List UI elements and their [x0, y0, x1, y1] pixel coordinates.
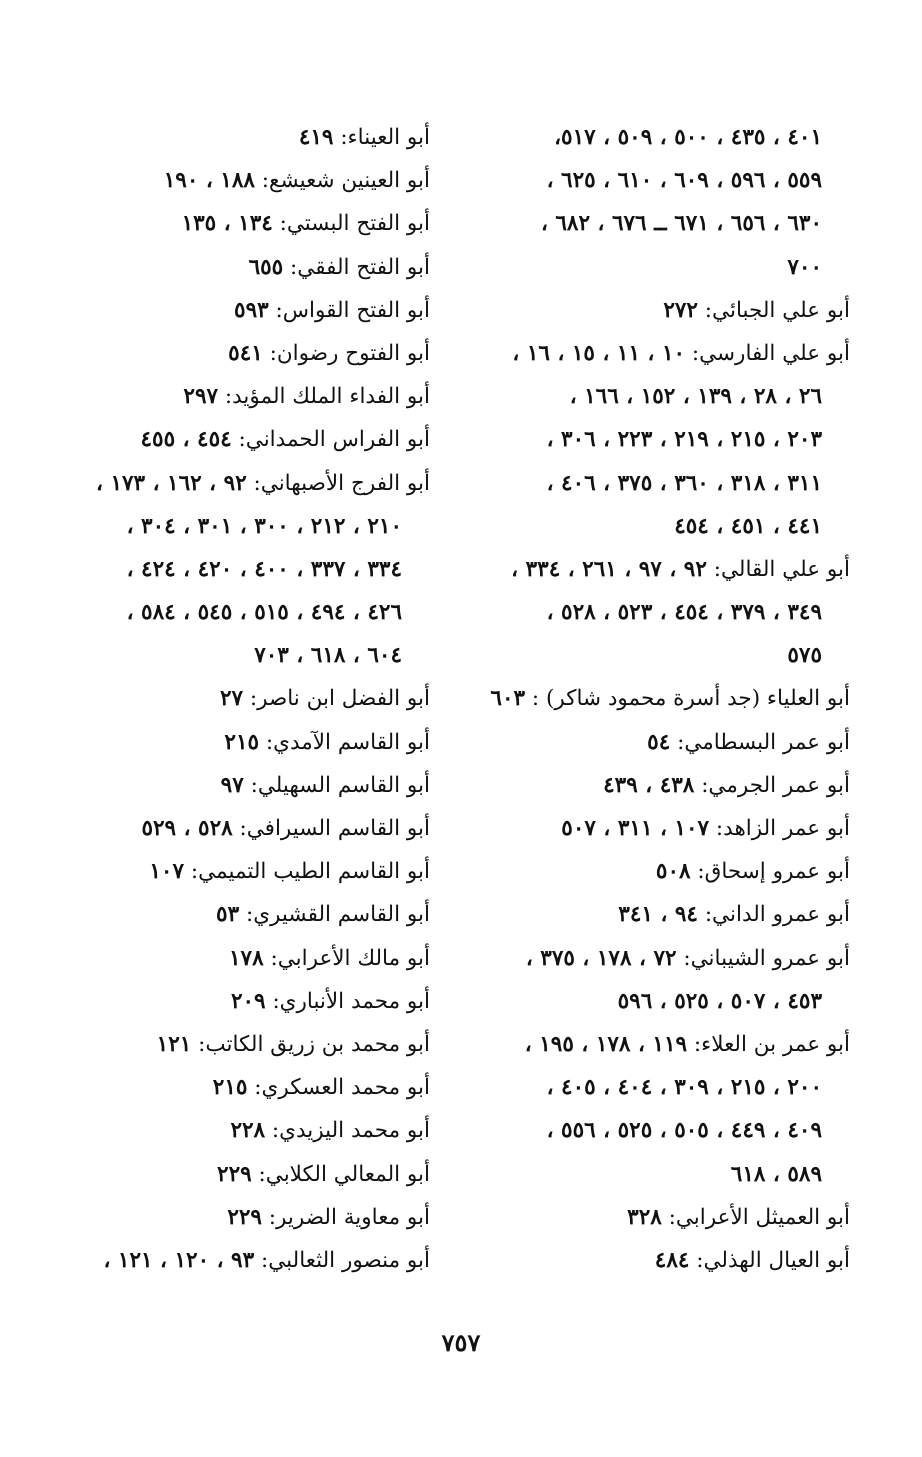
entry-name: أبو العينين شعيشع: — [254, 168, 430, 194]
index-entry — [58, 462, 430, 505]
index-entry — [58, 1109, 430, 1152]
entry-page-numbers: ٦٥٥ — [248, 254, 284, 280]
entry-page-numbers: ٤٣٨ ، ٤٣٩ — [603, 772, 695, 798]
entry-page-numbers: ٣٣٤ ، ٣٣٧ ، ٤٠٠ ، ٤٢٠ ، ٤٢٤ ، — [126, 556, 402, 582]
entry-name: أبو محمد العسكري: — [247, 1075, 430, 1101]
index-column-left — [58, 116, 430, 1282]
entry-name: أبو علي الفارسي: — [685, 340, 850, 366]
entry-page-numbers: ٩٢ ، ٩٧ ، ٢٦١ ، ٣٣٤ ، — [511, 556, 707, 582]
entry-page-numbers: ٥٥٩ ، ٥٩٦ ، ٦٠٩ ، ٦١٠ ، ٦٢٥ ، — [546, 168, 822, 194]
index-entry — [58, 1196, 430, 1239]
index-entry — [480, 1023, 850, 1066]
entry-name: أبو الفتح القواس: — [268, 297, 430, 323]
entry-page-numbers: ٣٤٩ ، ٣٧٩ ، ٤٥٤ ، ٥٢٣ ، ٥٢٨ ، — [546, 600, 822, 626]
entry-page-numbers: ٤٠١ ، ٤٣٥ ، ٥٠٠ ، ٥٠٩ ، ٥١٧، — [554, 125, 822, 150]
index-entry — [58, 980, 430, 1023]
index-entry-continuation — [58, 548, 430, 591]
index-entry-continuation — [480, 202, 850, 245]
entry-page-numbers: ٦٠٤ ، ٦١٨ ، ٧٠٣ — [254, 643, 402, 669]
index-entry — [480, 807, 850, 850]
index-entry — [480, 677, 850, 720]
entry-page-numbers: ٢٢٨ — [230, 1118, 266, 1144]
index-entry — [480, 289, 850, 332]
index-entry-continuation — [480, 980, 850, 1023]
index-entry — [480, 721, 850, 764]
index-entry-continuation — [480, 634, 850, 677]
entry-page-numbers: ٢٩٧ — [183, 384, 219, 410]
index-entry — [58, 677, 430, 720]
index-entry-continuation — [480, 505, 850, 548]
entry-name: أبو العيناء: — [333, 125, 430, 150]
entry-page-numbers: ٤٠٩ ، ٤٤٩ ، ٥٠٥ ، ٥٢٥ ، ٥٥٦ ، — [546, 1118, 822, 1144]
entry-page-numbers: ٤٥٤ ، ٤٥٥ — [140, 427, 232, 453]
entry-name: أبو المعالي الكلابي: — [251, 1161, 430, 1187]
entry-name: أبو محمد اليزيدي: — [265, 1118, 430, 1144]
entry-page-numbers: ٤٥٣ ، ٥٠٧ ، ٥٢٥ ، ٥٩٦ — [617, 988, 822, 1014]
entry-name: أبو عمر الزاهد: — [709, 816, 850, 841]
index-entry-continuation — [480, 116, 850, 159]
entry-name: أبو العيال الهذلي: — [689, 1247, 850, 1273]
entry-page-numbers: ٢٢٩ — [217, 1161, 252, 1187]
entry-page-numbers: ٢٢٩ — [227, 1204, 262, 1230]
index-entry-continuation — [480, 591, 850, 634]
entry-name: أبو القاسم السيرافي: — [232, 816, 430, 841]
entry-page-numbers: ٦٣٠ ، ٦٥٦ ، ٦٧١ ــ ٦٧٦ ، ٦٨٢ ، — [540, 211, 822, 237]
entry-page-numbers: ١٠٧ — [149, 859, 185, 885]
entry-page-numbers: ٢٧٢ — [663, 297, 698, 323]
index-entry — [58, 116, 430, 159]
entry-page-numbers: ٢١٥ — [212, 1075, 248, 1101]
index-entry — [58, 850, 430, 893]
index-entry — [58, 246, 430, 289]
entry-page-numbers: ٤٤١ ، ٤٥١ ، ٤٥٤ — [674, 513, 822, 539]
index-column-right — [480, 116, 850, 1282]
entry-page-numbers: ١٢١ — [156, 1031, 192, 1057]
entry-name: أبو عمرو الداني: — [697, 902, 850, 928]
entry-page-numbers: ٧٠٠ — [787, 254, 822, 280]
entry-page-numbers: ٥٢٨ ، ٥٢٩ — [141, 816, 233, 841]
entry-name: أبو عمر البسطامي: — [670, 729, 850, 755]
index-entry — [58, 764, 430, 807]
entry-name: أبو العلياء (جد أسرة محمود شاكر) : — [525, 686, 850, 712]
entry-page-numbers: ٩٢ ، ١٦٢ ، ١٧٣ ، — [96, 470, 247, 496]
entry-page-numbers: ١٧٨ — [228, 945, 264, 971]
entry-page-numbers: ٥٩٣ — [234, 297, 269, 323]
index-entry-continuation — [480, 1109, 850, 1152]
index-entry — [58, 1066, 430, 1109]
entry-page-numbers: ٥٠٨ — [655, 859, 691, 885]
entry-name: أبو القاسم الطيب التميمي: — [184, 859, 430, 885]
entry-name: أبو العميثل الأعرابي: — [661, 1204, 850, 1230]
index-entry-continuation — [480, 418, 850, 461]
index-entry — [480, 893, 850, 936]
index-entry — [480, 937, 850, 980]
entry-page-numbers: ٢٠٣ ، ٢١٥ ، ٢١٩ ، ٢٢٣ ، ٣٠٦ ، — [546, 427, 822, 453]
index-entry-continuation — [480, 1153, 850, 1196]
index-entry — [58, 1023, 430, 1066]
entry-name: أبو علي الجبائي: — [697, 297, 850, 323]
entry-name: أبو محمد الأنباري: — [265, 988, 430, 1014]
index-entry-continuation — [480, 1066, 850, 1109]
index-entry — [480, 1196, 850, 1239]
index-entry — [480, 332, 850, 375]
index-entry — [58, 1153, 430, 1196]
entry-page-numbers: ٩٣ ، ١٢٠ ، ١٢١ ، — [103, 1247, 255, 1273]
entry-page-numbers: ٥٤ — [647, 729, 671, 755]
entry-page-numbers: ٥٧٥ — [787, 643, 822, 669]
index-entry — [58, 893, 430, 936]
index-entry — [58, 1239, 430, 1282]
index-entry — [58, 375, 430, 418]
entry-name: أبو الفرج الأصبهاني: — [246, 470, 430, 496]
index-entry — [480, 548, 850, 591]
index-entry-continuation — [480, 246, 850, 289]
entry-page-numbers: ٢٧ — [219, 686, 244, 712]
entry-name: أبو معاوية الضرير: — [261, 1204, 430, 1230]
index-entry — [58, 159, 430, 202]
entry-name: أبو عمرو إسحاق: — [690, 859, 850, 885]
page-number: ٧٥٧ — [441, 1328, 481, 1357]
entry-page-numbers: ٢٦ ، ٢٨ ، ١٣٩ ، ١٥٢ ، ١٦٦ ، — [569, 384, 822, 410]
entry-page-numbers: ٢٠٩ — [230, 988, 266, 1014]
entry-page-numbers: ٤٢٦ ، ٤٩٤ ، ٥١٥ ، ٥٤٥ ، ٥٨٤ ، — [126, 600, 402, 626]
entry-page-numbers: ١٠ ، ١١ ، ١٥ ، ١٦ ، — [512, 340, 686, 366]
entry-page-numbers: ٣١١ ، ٣١٨ ، ٣٦٠ ، ٣٧٥ ، ٤٠٦ ، — [546, 470, 822, 496]
entry-name: أبو عمر بن العلاء: — [687, 1031, 850, 1057]
index-entry — [58, 332, 430, 375]
index-entry — [480, 850, 850, 893]
index-entry — [58, 807, 430, 850]
index-entry — [58, 289, 430, 332]
entry-name: أبو الفراس الحمداني: — [231, 427, 430, 453]
index-entry-continuation — [480, 462, 850, 505]
entry-name: أبو القاسم السهيلي: — [243, 772, 430, 798]
entry-page-numbers: ١٠٧ ، ٣١١ ، ٥٠٧ — [561, 816, 710, 841]
entry-page-numbers: ٦٠٣ — [490, 686, 526, 712]
index-entry-continuation — [480, 159, 850, 202]
entry-page-numbers: ٩٤ ، ٣٤١ — [618, 902, 698, 928]
index-entry-continuation — [58, 505, 430, 548]
entry-page-numbers: ٢١٥ — [224, 729, 260, 755]
entry-page-numbers: ٣٢٨ — [627, 1204, 662, 1230]
index-entry — [58, 937, 430, 980]
entry-page-numbers: ٤٨٤ — [654, 1247, 690, 1273]
entry-name: أبو عمرو الشيباني: — [676, 945, 850, 971]
index-entry — [480, 764, 850, 807]
entry-page-numbers: ٤١٩ — [298, 125, 334, 150]
entry-page-numbers: ٢٠٠ ، ٢١٥ ، ٣٠٩ ، ٤٠٤ ، ٤٠٥ ، — [546, 1075, 822, 1101]
index-entry-continuation — [480, 375, 850, 418]
entry-page-numbers: ٥٨٩ ، ٦١٨ — [730, 1161, 822, 1187]
index-entry — [58, 721, 430, 764]
entry-name: أبو الفتوح رضوان: — [262, 340, 430, 366]
index-entry-continuation — [58, 634, 430, 677]
entry-name: أبو مالك الأعرابي: — [263, 945, 430, 971]
entry-page-numbers: ١٨٨ ، ١٩٠ — [163, 168, 255, 194]
entry-page-numbers: ٩٧ — [220, 772, 244, 798]
index-entry — [58, 202, 430, 245]
entry-page-numbers: ٥٤١ — [228, 340, 263, 366]
entry-name: أبو الفضل ابن ناصر: — [243, 686, 430, 712]
index-entry — [58, 418, 430, 461]
entry-name: أبو الفداء الملك المؤيد: — [218, 384, 430, 410]
entry-page-numbers: ٢١٠ ، ٢١٢ ، ٣٠٠ ، ٣٠١ ، ٣٠٤ ، — [126, 513, 402, 539]
entry-page-numbers: ٥٣ — [216, 902, 240, 928]
entry-name: أبو منصور الثعالبي: — [254, 1247, 430, 1273]
entry-name: أبو علي القالي: — [706, 556, 850, 582]
entry-name: أبو القاسم القشيري: — [239, 902, 430, 928]
entry-name: أبو الفتح الفقي: — [283, 254, 430, 280]
entry-page-numbers: ٧٢ ، ١٧٨ ، ٣٧٥ ، — [525, 945, 677, 971]
index-entry-continuation — [58, 591, 430, 634]
entry-name: أبو عمر الجرمي: — [694, 772, 850, 798]
entry-page-numbers: ١٣٤ ، ١٣٥ — [181, 211, 273, 237]
entry-page-numbers: ١١٩ ، ١٧٨ ، ١٩٥ ، — [524, 1031, 688, 1057]
entry-name: أبو محمد بن زريق الكاتب: — [191, 1031, 430, 1057]
entry-name: أبو الفتح البستي: — [272, 211, 430, 237]
entry-name: أبو القاسم الآمدي: — [259, 729, 430, 755]
index-entry — [480, 1239, 850, 1282]
